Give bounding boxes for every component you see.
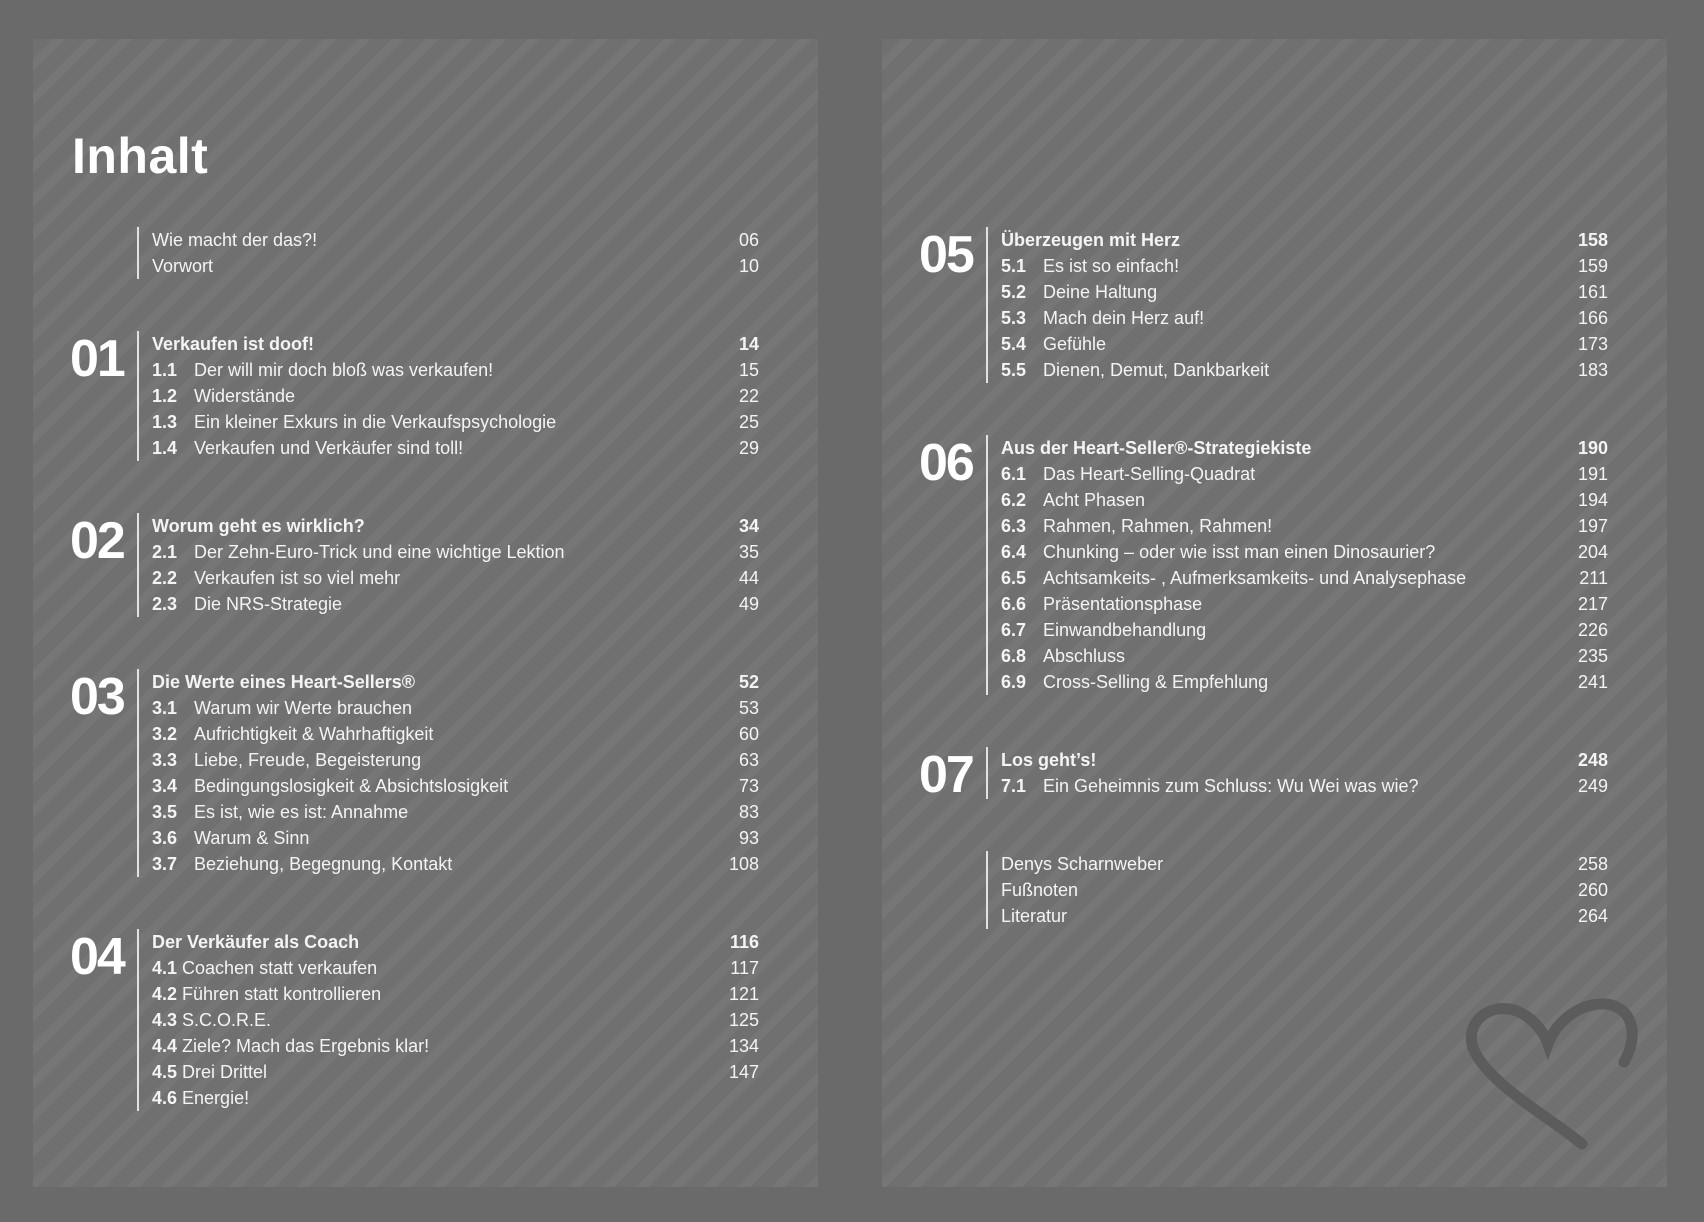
page-number: 166 (1577, 308, 1608, 328)
section-label: Mach dein Herz auf! (1043, 308, 1205, 328)
section-label: Coachen statt verkaufen (182, 958, 378, 978)
chapter-heading[interactable] (152, 669, 759, 695)
page-number: 161 (1577, 282, 1608, 302)
section-number: 4.1 (152, 958, 178, 978)
chapter-heading[interactable] (152, 331, 759, 357)
divider (986, 851, 988, 929)
page-number: 52 (738, 672, 759, 692)
chapter-title: Aus der Heart-Seller®-Strategiekiste (1001, 438, 1312, 458)
section-number: 1.1 (152, 360, 178, 380)
section-entry[interactable] (1001, 331, 1608, 357)
section-label: Der Zehn-Euro-Trick und eine wichtige Lektion (194, 542, 565, 562)
page-number: 260 (1577, 880, 1608, 900)
page-number: 25 (738, 412, 759, 432)
section-entry[interactable] (152, 383, 759, 409)
page-number: 190 (1577, 438, 1608, 458)
section-entry[interactable] (1001, 461, 1608, 487)
toc-entry[interactable] (1001, 851, 1608, 877)
section-number: 3.5 (152, 802, 178, 822)
page-number: 83 (738, 802, 759, 822)
page-number: 60 (738, 724, 759, 744)
section-entry[interactable] (152, 591, 759, 617)
page-number: 35 (738, 542, 759, 562)
section-entry[interactable] (152, 1085, 759, 1111)
chapter-number: 07 (919, 746, 973, 804)
section-entry[interactable] (152, 1059, 759, 1085)
left-page (33, 39, 818, 1187)
section-entry[interactable] (152, 1033, 759, 1059)
chapter-heading[interactable] (1001, 227, 1608, 253)
page-number: 158 (1577, 230, 1608, 250)
page-number: 93 (738, 828, 759, 848)
chapter-title: Überzeugen mit Herz (1001, 230, 1181, 250)
section-label: Cross-Selling & Empfehlung (1043, 672, 1269, 692)
page-number: 73 (738, 776, 759, 796)
section-number: 6.7 (1001, 620, 1027, 640)
entry-label: Vorwort (152, 256, 214, 276)
section-label: Es ist so einfach! (1043, 256, 1180, 276)
section-entry[interactable] (1001, 773, 1608, 799)
section-entry[interactable] (152, 357, 759, 383)
page-number: 15 (738, 360, 759, 380)
section-label: Abschluss (1043, 646, 1126, 666)
section-label: Chunking – oder wie isst man einen Dinosaurier? (1043, 542, 1436, 562)
section-entry[interactable] (1001, 565, 1608, 591)
page-number: 44 (738, 568, 759, 588)
divider (986, 435, 988, 695)
page-number: 34 (738, 516, 759, 536)
section-entry[interactable] (152, 721, 759, 747)
section-entry[interactable] (152, 851, 759, 877)
page-number: 53 (738, 698, 759, 718)
chapter-number: 02 (70, 512, 124, 570)
page-number: 264 (1577, 906, 1608, 926)
page-number: 235 (1577, 646, 1608, 666)
section-number: 4.4 (152, 1036, 178, 1056)
section-number: 2.2 (152, 568, 178, 588)
section-entry[interactable] (1001, 539, 1608, 565)
section-label: Der will mir doch bloß was verkaufen! (194, 360, 494, 380)
section-entry[interactable] (152, 955, 759, 981)
page-number: 29 (738, 438, 759, 458)
heart-icon (1452, 994, 1642, 1164)
section-label: Achtsamkeits- , Aufmerksamkeits- und Analysephase (1043, 568, 1467, 588)
section-entry[interactable] (152, 539, 759, 565)
page-number: 197 (1577, 516, 1608, 536)
toc-entry[interactable] (152, 227, 759, 253)
chapter-title: Die Werte eines Heart-Sellers® (152, 672, 416, 692)
section-entry[interactable] (1001, 591, 1608, 617)
section-number: 5.3 (1001, 308, 1027, 328)
section-label: Liebe, Freude, Begeisterung (194, 750, 422, 770)
section-entry[interactable] (152, 565, 759, 591)
toc-appendix (882, 851, 1667, 929)
section-number: 6.2 (1001, 490, 1027, 510)
chapter-heading[interactable] (152, 513, 759, 539)
chapter-heading[interactable] (152, 929, 759, 955)
page-title: Inhalt (72, 128, 209, 184)
section-entry[interactable] (152, 409, 759, 435)
section-entry[interactable] (152, 747, 759, 773)
chapter-number: 04 (70, 928, 124, 986)
page-number: 125 (728, 1010, 759, 1030)
chapter-03 (33, 669, 818, 877)
section-entry[interactable] (1001, 513, 1608, 539)
chapter-02 (33, 513, 818, 617)
page-number: 06 (738, 230, 759, 250)
divider (137, 227, 139, 279)
page-number: 191 (1577, 464, 1608, 484)
section-label: Deine Haltung (1043, 282, 1158, 302)
section-label: Aufrichtigkeit & Wahrhaftigkeit (194, 724, 434, 744)
section-number: 5.2 (1001, 282, 1027, 302)
section-label: Bedingungslosigkeit & Absichtslosigkeit (194, 776, 509, 796)
divider (137, 929, 139, 1111)
chapter-number: 06 (919, 434, 973, 492)
section-number: 5.4 (1001, 334, 1027, 354)
section-number: 6.3 (1001, 516, 1027, 536)
section-number: 1.4 (152, 438, 178, 458)
section-entry[interactable] (152, 1007, 759, 1033)
page-number: 22 (738, 386, 759, 406)
section-number: 3.4 (152, 776, 178, 796)
section-label: Warum & Sinn (194, 828, 310, 848)
page-number: 249 (1577, 776, 1608, 796)
chapter-title: Worum geht es wirklich? (152, 516, 365, 536)
section-label: Ein kleiner Exkurs in die Verkaufspsychologie (194, 412, 557, 432)
divider (986, 747, 988, 799)
section-number: 1.2 (152, 386, 178, 406)
section-label: Es ist, wie es ist: Annahme (194, 802, 409, 822)
page-number: 10 (738, 256, 759, 276)
toc-entry[interactable] (1001, 877, 1608, 903)
section-entry[interactable] (152, 799, 759, 825)
section-label: Beziehung, Begegnung, Kontakt (194, 854, 453, 874)
section-label: Acht Phasen (1043, 490, 1146, 510)
section-label: Drei Drittel (182, 1062, 268, 1082)
section-number: 1.3 (152, 412, 178, 432)
page-number: 204 (1577, 542, 1608, 562)
section-entry[interactable] (152, 435, 759, 461)
section-number: 4.5 (152, 1062, 178, 1082)
section-number: 3.3 (152, 750, 178, 770)
chapter-06 (882, 435, 1667, 695)
chapter-number: 01 (70, 330, 124, 388)
page-number: 159 (1577, 256, 1608, 276)
section-number: 6.8 (1001, 646, 1027, 666)
entry-label: Literatur (1001, 906, 1068, 926)
page-number: 211 (1579, 568, 1608, 588)
chapter-04 (33, 929, 818, 1111)
chapter-05 (882, 227, 1667, 383)
section-entry[interactable] (1001, 643, 1608, 669)
section-label: Verkaufen und Verkäufer sind toll! (194, 438, 464, 458)
section-number: 7.1 (1001, 776, 1027, 796)
section-label: Ein Geheimnis zum Schluss: Wu Wei was wie? (1043, 776, 1419, 796)
divider (986, 227, 988, 383)
section-label: Ziele? Mach das Ergebnis klar! (182, 1036, 430, 1056)
section-label: Einwandbehandlung (1043, 620, 1207, 640)
chapter-01 (33, 331, 818, 461)
section-entry[interactable] (1001, 357, 1608, 383)
page-number: 258 (1577, 854, 1608, 874)
section-label: Führen statt kontrollieren (182, 984, 382, 1004)
page-number: 241 (1577, 672, 1608, 692)
right-page (882, 39, 1667, 1187)
section-label: Das Heart-Selling-Quadrat (1043, 464, 1256, 484)
entry-label: Wie macht der das?! (152, 230, 318, 250)
section-label: Verkaufen ist so viel mehr (194, 568, 401, 588)
page-number: 147 (728, 1062, 759, 1082)
entry-label: Fußnoten (1001, 880, 1079, 900)
section-entry[interactable] (1001, 617, 1608, 643)
section-entry[interactable] (1001, 279, 1608, 305)
toc-entry[interactable] (152, 253, 759, 279)
chapter-title: Los geht’s! (1001, 750, 1097, 770)
toc-entry[interactable] (1001, 903, 1608, 929)
page-number: 248 (1577, 750, 1608, 770)
section-number: 6.9 (1001, 672, 1027, 692)
section-entry[interactable] (152, 981, 759, 1007)
chapter-number: 05 (919, 226, 973, 284)
section-number: 2.3 (152, 594, 178, 614)
divider (137, 331, 139, 461)
section-label: S.C.O.R.E. (182, 1010, 272, 1030)
section-label: Gefühle (1043, 334, 1107, 354)
section-label: Präsentationsphase (1043, 594, 1203, 614)
page-number: 116 (729, 932, 759, 952)
chapter-heading[interactable] (1001, 747, 1608, 773)
page-number: 121 (728, 984, 759, 1004)
section-label: Warum wir Werte brauchen (194, 698, 413, 718)
page-number: 183 (1577, 360, 1608, 380)
section-number: 6.6 (1001, 594, 1027, 614)
page-number: 226 (1577, 620, 1608, 640)
page-number: 63 (738, 750, 759, 770)
section-number: 4.6 (152, 1088, 178, 1108)
section-number: 3.6 (152, 828, 178, 848)
section-number: 6.4 (1001, 542, 1027, 562)
page-number: 117 (730, 958, 759, 978)
page-number: 108 (728, 854, 759, 874)
page-number: 194 (1577, 490, 1608, 510)
section-number: 4.3 (152, 1010, 178, 1030)
section-number: 3.7 (152, 854, 178, 874)
section-number: 5.1 (1001, 256, 1027, 276)
section-number: 6.5 (1001, 568, 1027, 588)
section-entry[interactable] (152, 695, 759, 721)
section-label: Energie! (182, 1088, 250, 1108)
page-number: 49 (738, 594, 759, 614)
chapter-title: Verkaufen ist doof! (152, 334, 315, 354)
section-number: 3.2 (152, 724, 178, 744)
page-number: 134 (728, 1036, 759, 1056)
toc-intro (33, 227, 818, 279)
section-number: 3.1 (152, 698, 178, 718)
section-number: 2.1 (152, 542, 178, 562)
page-number: 173 (1577, 334, 1608, 354)
page-number: 14 (738, 334, 759, 354)
section-label: Die NRS-Strategie (194, 594, 343, 614)
section-entry[interactable] (152, 825, 759, 851)
divider (137, 669, 139, 877)
section-entry[interactable] (1001, 305, 1608, 331)
chapter-number: 03 (70, 668, 124, 726)
section-number: 5.5 (1001, 360, 1027, 380)
chapter-title: Der Verkäufer als Coach (152, 932, 360, 952)
section-number: 6.1 (1001, 464, 1027, 484)
chapter-heading[interactable] (1001, 435, 1608, 461)
section-entry[interactable] (1001, 487, 1608, 513)
section-label: Widerstände (194, 386, 296, 406)
section-label: Dienen, Demut, Dankbarkeit (1043, 360, 1270, 380)
divider (137, 513, 139, 617)
chapter-07 (882, 746, 1667, 804)
section-entry[interactable] (1001, 669, 1608, 695)
section-entry[interactable] (1001, 253, 1608, 279)
entry-label: Denys Scharnweber (1001, 854, 1164, 874)
section-entry[interactable] (152, 773, 759, 799)
section-number: 4.2 (152, 984, 178, 1004)
section-label: Rahmen, Rahmen, Rahmen! (1043, 516, 1273, 536)
page-number: 217 (1577, 594, 1608, 614)
